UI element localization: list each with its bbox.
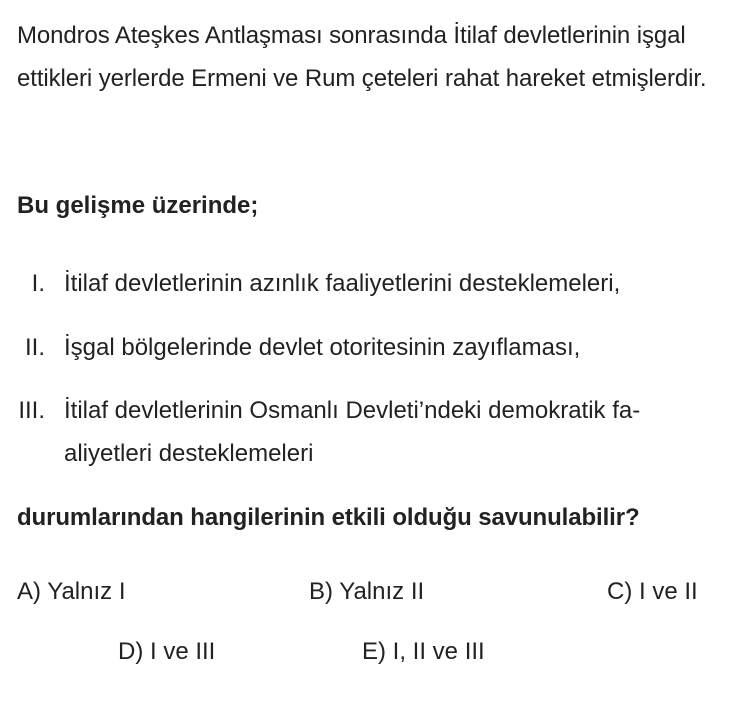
option-a[interactable]: A) Yalnız I: [17, 578, 126, 605]
option-b[interactable]: B) Yalnız II: [309, 578, 425, 605]
statement-number: III.: [18, 397, 45, 424]
option-e[interactable]: E) I, II ve III: [362, 638, 485, 665]
statement-text: İtilaf devletlerinin azınlık faaliyetlerini desteklemeleri,: [64, 270, 621, 297]
statement-text: İtilaf devletlerinin Osmanlı Devleti’ndeki demokratik fa-aliyetleri desteklemeleri: [64, 397, 641, 467]
option-d[interactable]: D) I ve III: [118, 638, 216, 665]
question-block: [17, 14, 717, 531]
statement-text: İşgal bölgelerinde devlet otoritesinin zayıflaması,: [64, 334, 581, 361]
question-lead: Bu gelişme üzerinde;: [17, 192, 259, 219]
option-c[interactable]: C) I ve II: [607, 578, 698, 605]
question-intro: Mondros Ateşkes Antlaşması sonrasında İtilaf devletlerinin işgal ettikleri yerlerde Ermeni ve Rum çeteleri rahat hareket etmişlerdir.: [17, 22, 707, 92]
statement-number: I.: [31, 270, 45, 297]
statement-number: II.: [24, 334, 45, 361]
question-ask: durumlarından hangilerinin etkili olduğu savunulabilir?: [17, 504, 640, 531]
